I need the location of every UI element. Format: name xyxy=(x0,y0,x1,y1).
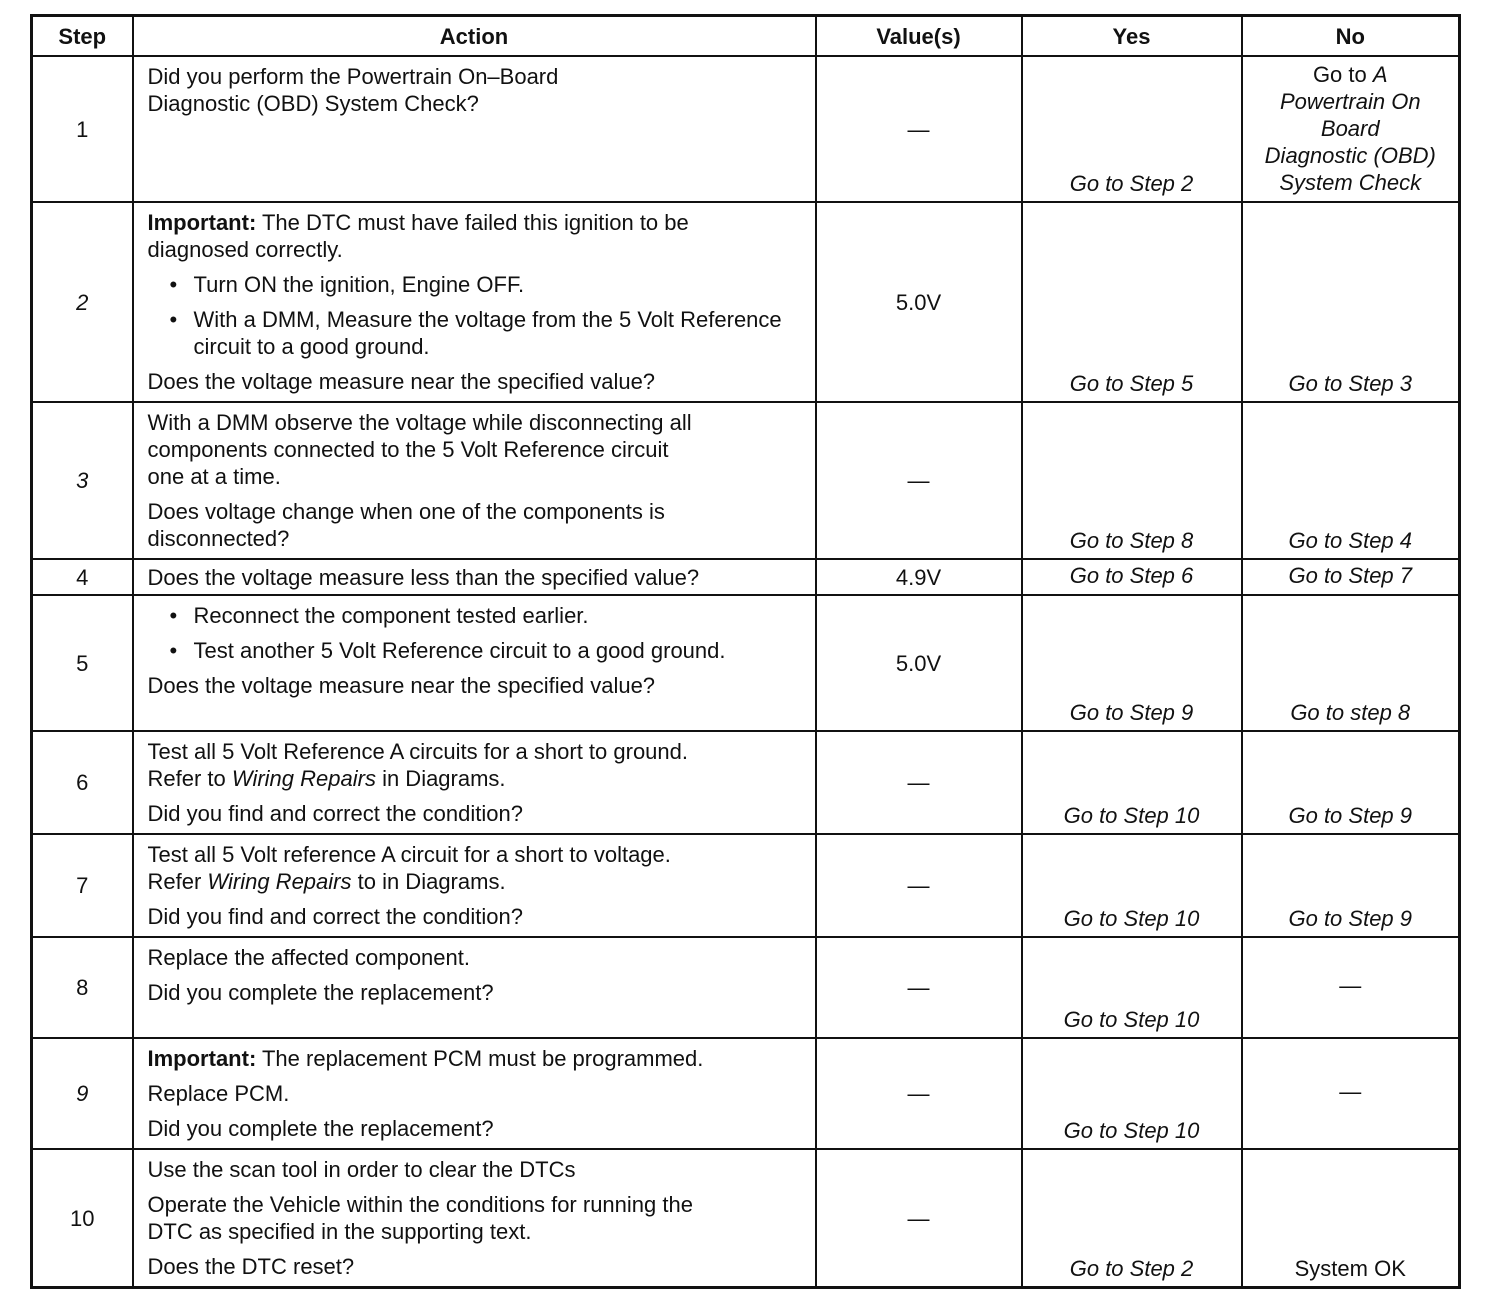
important-note xyxy=(148,209,805,236)
action-text: Operate the Vehicle within the conditions for running the xyxy=(147,1192,693,1217)
table-row xyxy=(32,731,1460,834)
refer-suffix: in Diagrams. xyxy=(375,766,506,791)
action-text: With a DMM observe the voltage while disconnecting all xyxy=(147,410,692,435)
refer-prefix: Refer xyxy=(147,869,208,894)
yes-cell[interactable]: Go to Step 2 xyxy=(1022,1149,1242,1288)
action-text: Did you perform the Powertrain On–Board xyxy=(147,64,559,89)
value-cell: — xyxy=(816,402,1022,559)
action-text: one at a time. xyxy=(147,464,281,489)
table-row xyxy=(32,595,1460,731)
action-cell xyxy=(133,1149,816,1288)
yes-cell[interactable]: Go to Step 10 xyxy=(1022,834,1242,937)
action-cell xyxy=(133,731,816,834)
table-row xyxy=(32,834,1460,937)
yes-cell[interactable]: Go to Step 8 xyxy=(1022,402,1242,559)
header-action: Action xyxy=(133,16,816,57)
action-cell xyxy=(133,402,816,559)
header-step: Step xyxy=(32,16,133,57)
step-number: 9 xyxy=(32,1038,133,1149)
important-note xyxy=(148,1045,805,1072)
wiring-repairs-link[interactable]: Wiring Repairs xyxy=(207,869,352,894)
action-cell xyxy=(133,56,816,202)
refer-suffix: to in Diagrams. xyxy=(351,869,506,894)
no-link-text: Diagnostic (OBD) xyxy=(1264,143,1436,168)
action-question: Does the voltage measure near the specified value? xyxy=(147,369,656,394)
action-question: Did you find and correct the condition? xyxy=(147,904,523,929)
diagnostic-table xyxy=(30,14,1461,1289)
value-cell: — xyxy=(816,937,1022,1038)
bullet-item: • With a DMM, Measure the voltage from the 5 Volt Reference circuit to a good ground. xyxy=(148,306,805,360)
yes-cell[interactable]: Go to Step 10 xyxy=(1022,1038,1242,1149)
table-row xyxy=(32,202,1460,402)
table-row xyxy=(32,559,1460,595)
value-cell: 5.0V xyxy=(816,202,1022,402)
value-cell: — xyxy=(816,56,1022,202)
value-cell: — xyxy=(816,1149,1022,1288)
no-link[interactable] xyxy=(1243,61,1459,88)
refer-line xyxy=(148,868,805,895)
important-text: diagnosed correctly. xyxy=(147,237,343,262)
action-text: Replace PCM. xyxy=(147,1081,290,1106)
action-text: Test all 5 Volt reference A circuit for a short to voltage. xyxy=(147,842,671,867)
action-text: DTC as specified in the supporting text. xyxy=(147,1219,532,1244)
important-text: The replacement PCM must be programmed. xyxy=(261,1046,704,1071)
no-cell[interactable]: Go to Step 3 xyxy=(1242,202,1460,402)
step-number: 4 xyxy=(32,559,133,595)
header-yes: Yes xyxy=(1022,16,1242,57)
table-row xyxy=(32,402,1460,559)
action-question: Does voltage change when one of the components is xyxy=(147,499,665,524)
important-text: The DTC must have failed this ignition to be xyxy=(261,210,689,235)
refer-prefix: Refer to xyxy=(147,766,232,791)
yes-cell[interactable]: Go to Step 9 xyxy=(1022,595,1242,731)
header-values: Value(s) xyxy=(816,16,1022,57)
step-number: 8 xyxy=(32,937,133,1038)
action-cell: Does the voltage measure less than the specified value? xyxy=(133,559,816,595)
value-cell: — xyxy=(816,834,1022,937)
action-question: Does the voltage measure near the specified value? xyxy=(147,673,656,698)
no-cell[interactable]: Go to Step 9 xyxy=(1242,834,1460,937)
no-cell[interactable]: Go to Step 4 xyxy=(1242,402,1460,559)
step-number: 2 xyxy=(32,202,133,402)
no-cell xyxy=(1242,56,1460,202)
bullet-item: • Reconnect the component tested earlier. xyxy=(148,602,805,629)
header-no: No xyxy=(1242,16,1460,57)
important-label: Important: xyxy=(147,210,257,235)
value-cell: 5.0V xyxy=(816,595,1022,731)
step-number: 10 xyxy=(32,1149,133,1288)
bullet-item: • Test another 5 Volt Reference circuit to a good ground. xyxy=(148,637,805,664)
action-text: Diagnostic (OBD) System Check? xyxy=(147,91,479,116)
yes-cell[interactable]: Go to Step 10 xyxy=(1022,937,1242,1038)
action-text: Replace the affected component. xyxy=(147,945,470,970)
no-cell[interactable]: Go to step 8 xyxy=(1242,595,1460,731)
step-number: 5 xyxy=(32,595,133,731)
no-cell[interactable]: Go to Step 7 xyxy=(1242,559,1460,595)
action-question: Does the DTC reset? xyxy=(147,1254,355,1279)
value-cell: 4.9V xyxy=(816,559,1022,595)
no-cell: — xyxy=(1242,937,1460,1038)
no-cell: System OK xyxy=(1242,1149,1460,1288)
table-row xyxy=(32,937,1460,1038)
bullet-item: • Turn ON the ignition, Engine OFF. xyxy=(148,271,805,298)
action-cell xyxy=(133,202,816,402)
value-cell: — xyxy=(816,731,1022,834)
table-row xyxy=(32,56,1460,202)
header-row xyxy=(32,16,1460,57)
action-text: components connected to the 5 Volt Reference circuit xyxy=(147,437,669,462)
no-link-text: Powertrain On xyxy=(1279,89,1421,114)
table-row xyxy=(32,1149,1460,1288)
no-link-text: System Check xyxy=(1279,170,1422,195)
step-number: 3 xyxy=(32,402,133,559)
wiring-repairs-link[interactable]: Wiring Repairs xyxy=(231,766,376,791)
yes-cell[interactable]: Go to Step 6 xyxy=(1022,559,1242,595)
no-link-text: Board xyxy=(1320,116,1380,141)
no-cell[interactable]: Go to Step 9 xyxy=(1242,731,1460,834)
action-cell xyxy=(133,937,816,1038)
action-question: Did you find and correct the condition? xyxy=(147,801,523,826)
action-cell xyxy=(133,1038,816,1149)
no-link-text: A xyxy=(1372,62,1388,87)
step-number: 7 xyxy=(32,834,133,937)
action-question: Did you complete the replacement? xyxy=(147,1116,494,1141)
no-cell: — xyxy=(1242,1038,1460,1149)
action-text: Use the scan tool in order to clear the DTCs xyxy=(147,1157,576,1182)
action-question: disconnected? xyxy=(147,526,290,551)
action-cell xyxy=(133,834,816,937)
no-prefix: Go to xyxy=(1312,62,1373,87)
table-row xyxy=(32,1038,1460,1149)
action-cell xyxy=(133,595,816,731)
step-number: 1 xyxy=(32,56,133,202)
action-text: Test all 5 Volt Reference A circuits for a short to ground. xyxy=(147,739,689,764)
refer-line xyxy=(148,765,805,792)
value-cell: — xyxy=(816,1038,1022,1149)
yes-cell: Go to Step 2 xyxy=(1022,56,1242,202)
yes-cell[interactable]: Go to Step 5 xyxy=(1022,202,1242,402)
important-label: Important: xyxy=(147,1046,257,1071)
yes-cell[interactable]: Go to Step 10 xyxy=(1022,731,1242,834)
step-number: 6 xyxy=(32,731,133,834)
action-question: Did you complete the replacement? xyxy=(147,980,494,1005)
